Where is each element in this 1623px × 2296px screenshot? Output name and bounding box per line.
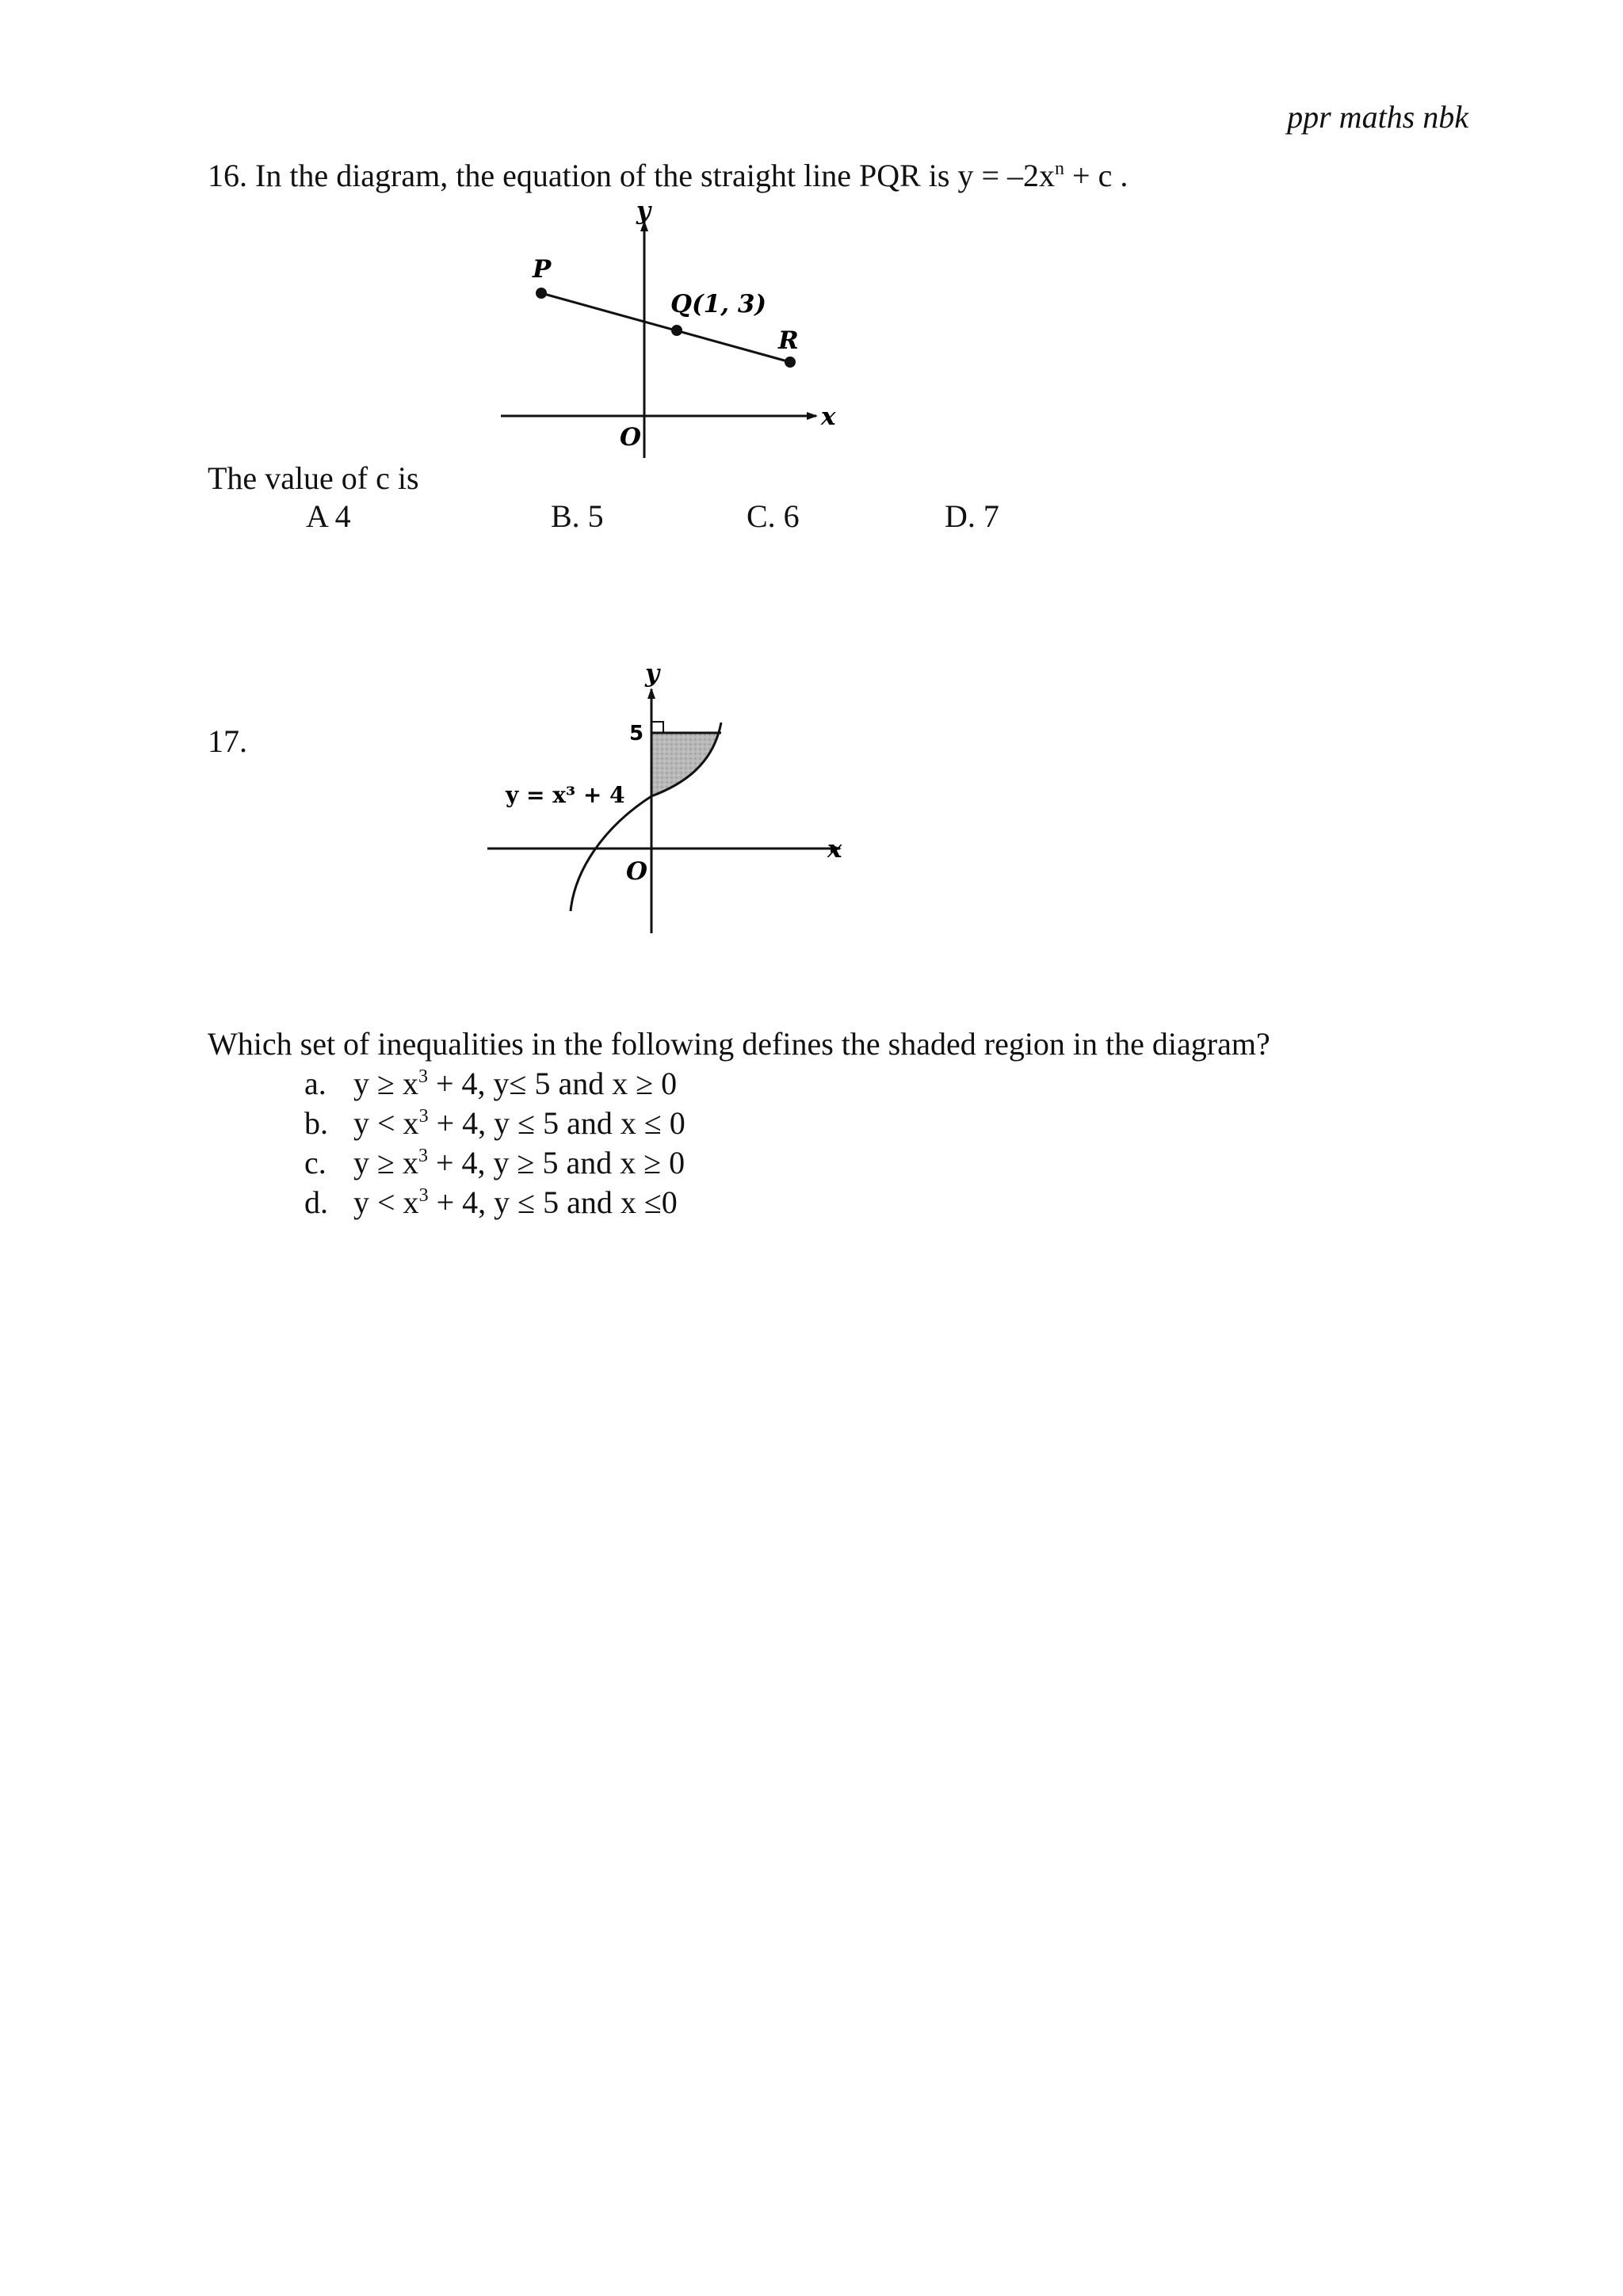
option-a: A 4 xyxy=(306,498,351,534)
question-17-diagram xyxy=(475,658,872,943)
origin-label: O xyxy=(626,857,648,886)
choice-d-pre: y < x xyxy=(353,1184,419,1220)
point-q-label: Q(1, 3) xyxy=(670,290,767,318)
x-axis-label: x xyxy=(821,402,836,431)
y-axis-label: y xyxy=(645,659,660,688)
choice-c-exp: 3 xyxy=(418,1146,428,1166)
choice-a-exp: 3 xyxy=(418,1066,428,1087)
choice-b-pre: y < x xyxy=(353,1105,419,1141)
choice-b xyxy=(304,1104,685,1142)
choice-a-label: a. xyxy=(304,1066,327,1101)
question-16-prompt: The value of c is xyxy=(208,460,419,496)
choice-c xyxy=(304,1144,685,1182)
point-p-dot xyxy=(536,288,547,299)
choice-c-label: c. xyxy=(304,1145,327,1180)
x-axis-label: x xyxy=(827,835,842,864)
choice-b-post: + 4, y ≤ 5 and x ≤ 0 xyxy=(428,1105,685,1141)
question-16-prefix: 16. In the diagram, the equation of the straight line PQR is y = –2x xyxy=(208,158,1056,193)
choice-c-pre: y ≥ x xyxy=(353,1145,418,1180)
option-c: C. 6 xyxy=(747,498,800,534)
point-p-label: P xyxy=(533,255,552,284)
question-16-exponent: n xyxy=(1055,158,1065,179)
question-16-text xyxy=(208,157,1128,195)
choice-a xyxy=(304,1065,677,1103)
curve-equation-label: y = x³ + 4 xyxy=(506,782,625,808)
choice-a-pre: y ≥ x xyxy=(353,1066,418,1101)
question-17-number: 17. xyxy=(208,723,247,759)
choice-a-post: + 4, y≤ 5 and x ≥ 0 xyxy=(427,1066,678,1101)
y-axis-label: y xyxy=(636,196,651,225)
right-angle-marker xyxy=(651,722,663,733)
choice-d-post: + 4, y ≤ 5 and x ≤0 xyxy=(428,1184,678,1220)
choice-b-exp: 3 xyxy=(418,1106,429,1127)
question-16-diagram xyxy=(491,198,856,467)
choice-d xyxy=(304,1184,678,1222)
point-q-dot xyxy=(671,325,682,336)
choice-c-post: + 4, y ≥ 5 and x ≥ 0 xyxy=(427,1145,685,1180)
point-r-dot xyxy=(785,357,796,368)
shaded-region xyxy=(651,733,719,796)
option-d: D. 7 xyxy=(945,498,999,534)
point-r-label: R xyxy=(778,326,799,355)
question-17-text: Which set of inequalities in the following defines the shaded region in the diagram? xyxy=(208,1026,1270,1062)
choice-d-exp: 3 xyxy=(418,1185,429,1206)
origin-label: O xyxy=(620,423,642,452)
choice-d-label: d. xyxy=(304,1184,328,1220)
option-b: B. 5 xyxy=(551,498,604,534)
page-header: ppr maths nbk xyxy=(1287,99,1468,135)
choice-b-label: b. xyxy=(304,1105,328,1141)
question-16-suffix: + c . xyxy=(1064,158,1128,193)
y-tick-5-label: 5 xyxy=(629,722,644,746)
